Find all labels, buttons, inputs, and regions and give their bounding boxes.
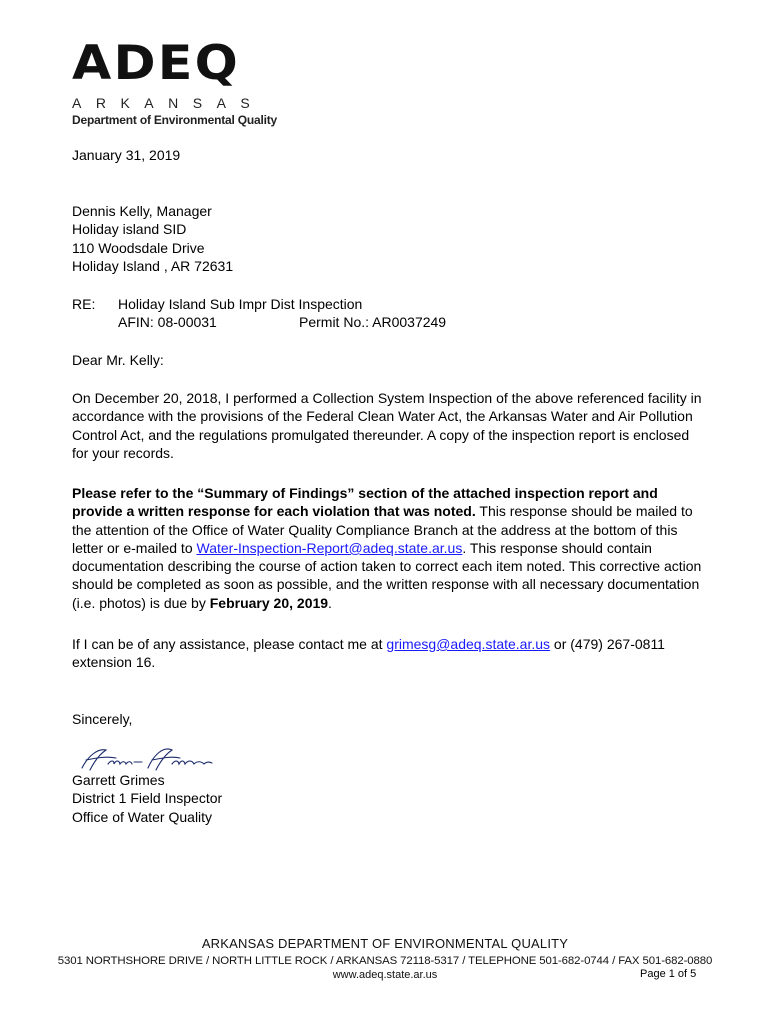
signer-title: District 1 Field Inspector bbox=[72, 790, 223, 807]
re-label: RE: bbox=[72, 296, 96, 312]
salutation: Dear Mr. Kelly: bbox=[72, 352, 164, 368]
letter-date: January 31, 2019 bbox=[72, 147, 181, 163]
re-permit: Permit No.: AR0037249 bbox=[299, 314, 447, 330]
signer-block bbox=[72, 771, 702, 826]
page-number: Page 1 of 5 bbox=[640, 968, 697, 980]
paragraph-text: or (479) 267-0811 extension 16. bbox=[72, 636, 665, 671]
due-date: February 20, 2019 bbox=[209, 594, 329, 611]
paragraph-contact bbox=[72, 635, 702, 672]
recipient-block bbox=[72, 202, 702, 275]
recipient-line-4: Holiday Island , AR 72631 bbox=[72, 257, 234, 274]
paragraph-text: If I can be of any assistance, please contact me at bbox=[72, 636, 387, 652]
footer-address: 5301 NORTHSHORE DRIVE / NORTH LITTLE ROCK / ARKANSAS 72118-5317 / TELEPHONE 501-682-0744 / FAX 501-682-0880 bbox=[57, 955, 713, 967]
logo-wordmark: ADEQ bbox=[72, 36, 240, 91]
findings-instruction: Please refer to the “Summary of Findings” section of the attached inspection report and provide a written response for each violation that was noted. bbox=[72, 485, 658, 520]
adeq-logo bbox=[72, 36, 292, 130]
paragraph-text: . This response should contain documentation describing the course of action taken to correct each item noted. This corrective action should be completed as soon as possible, and the written response with all necessary documentation (i.e. photos) is due by bbox=[72, 539, 702, 611]
logo-department: Department of Environmental Quality bbox=[72, 113, 278, 127]
recipient-line-1: Dennis Kelly, Manager bbox=[72, 203, 212, 219]
report-email-link[interactable]: Water-Inspection-Report@adeq.state.ar.us bbox=[196, 539, 463, 556]
footer-website: www.adeq.state.ar.us bbox=[332, 969, 438, 981]
closing: Sincerely, bbox=[72, 711, 133, 727]
footer-department: ARKANSAS DEPARTMENT OF ENVIRONMENTAL QUALITY bbox=[201, 936, 569, 951]
recipient-line-3: 110 Woodsdale Drive bbox=[72, 239, 205, 256]
signer-office: Office of Water Quality bbox=[72, 808, 213, 825]
paragraph-text: . bbox=[328, 594, 332, 611]
recipient-line-2: Holiday island SID bbox=[72, 221, 187, 238]
logo-state: ARKANSAS bbox=[72, 95, 265, 111]
signer-name: Garrett Grimes bbox=[72, 772, 165, 788]
handwritten-signature bbox=[76, 742, 216, 774]
inspector-email-link[interactable]: grimesg@adeq.state.ar.us bbox=[386, 636, 551, 652]
re-subject: Holiday Island Sub Impr Dist Inspection bbox=[118, 296, 363, 312]
re-afin: AFIN: 08-00031 bbox=[118, 314, 217, 330]
paragraph-response-request bbox=[72, 484, 702, 612]
paragraph-text: This response should be mailed to the attention of the Office of Water Quality Compliance Branch at the address at the bottom of this letter or e-mailed to bbox=[72, 503, 693, 556]
paragraph-inspection: On December 20, 2018, I performed a Collection System Inspection of the above referenced facility in accordance with the provisions of the Federal Clean Water Act, the Arkansas Water and Air Pollution Control Act, and the regulations promulgated thereunder. A copy of the inspection report is enclosed for your records. bbox=[72, 390, 702, 461]
